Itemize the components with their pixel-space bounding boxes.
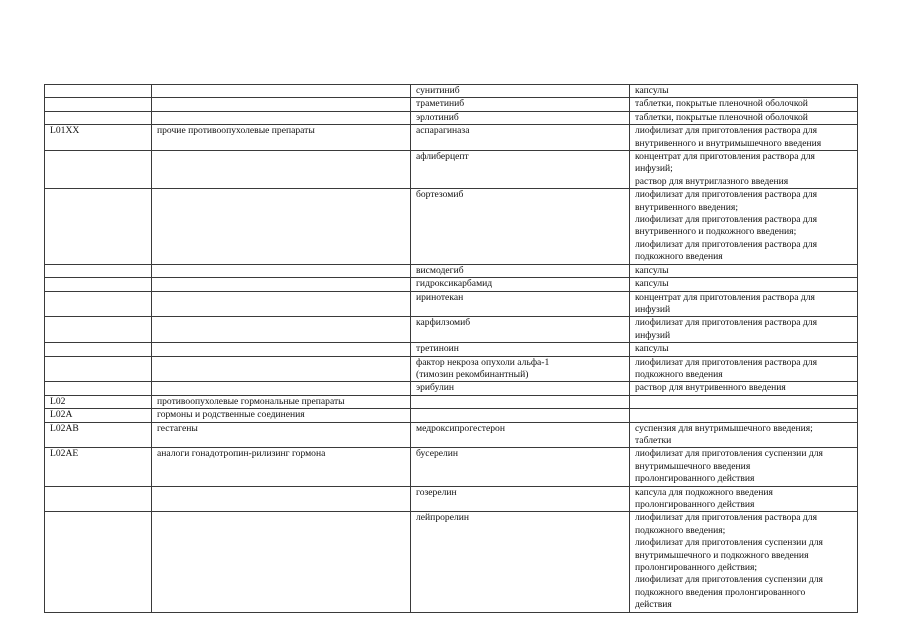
table-row <box>45 343 858 356</box>
drug-name-cell <box>411 395 630 408</box>
dosage-form-cell: капсулы <box>630 85 858 98</box>
table-row <box>45 125 858 151</box>
dosage-form-cell: лиофилизат для приготовления раствора для подкожного введения; лиофилизат для приготовления суспензии для внутримышечного и подкожного введения пролонгированного действия; лиофилизат для приготовления суспензии для подкожного введения пролонгированного действия <box>630 512 858 612</box>
anatomic-group-cell <box>152 98 411 111</box>
dosage-form-cell: капсулы <box>630 343 858 356</box>
atc-code-cell <box>45 278 152 291</box>
anatomic-group-cell <box>152 151 411 189</box>
table-row <box>45 512 858 612</box>
drug-name-cell: фактор некроза опухоли альфа-1 (тимозин рекомбинантный) <box>411 356 630 382</box>
drug-name-cell: иринотекан <box>411 291 630 317</box>
dosage-form-cell <box>630 409 858 422</box>
drug-name-cell: сунитиниб <box>411 85 630 98</box>
atc-code-cell: L02AB <box>45 422 152 448</box>
drug-name-cell: карфилзомиб <box>411 317 630 343</box>
anatomic-group-cell <box>152 278 411 291</box>
dosage-form-cell: таблетки, покрытые пленочной оболочкой <box>630 98 858 111</box>
anatomic-group-cell <box>152 382 411 395</box>
anatomic-group-cell: гестагены <box>152 422 411 448</box>
atc-code-cell: L02 <box>45 395 152 408</box>
table-row <box>45 291 858 317</box>
drug-name-cell: третиноин <box>411 343 630 356</box>
anatomic-group-cell <box>152 317 411 343</box>
atc-code-cell <box>45 151 152 189</box>
anatomic-group-cell <box>152 189 411 264</box>
dosage-form-cell: таблетки, покрытые пленочной оболочкой <box>630 111 858 124</box>
atc-code-cell <box>45 189 152 264</box>
table-row <box>45 448 858 486</box>
table-row <box>45 189 858 264</box>
dosage-form-cell: капсулы <box>630 278 858 291</box>
dosage-form-cell: раствор для внутривенного введения <box>630 382 858 395</box>
atc-code-cell <box>45 486 152 512</box>
anatomic-group-cell <box>152 264 411 277</box>
drug-name-cell: бусерелин <box>411 448 630 486</box>
drug-name-cell: лейпрорелин <box>411 512 630 612</box>
drug-name-cell: бортезомиб <box>411 189 630 264</box>
dosage-form-cell: лиофилизат для приготовления суспензии для внутримышечного введения пролонгированного действия <box>630 448 858 486</box>
atc-code-cell <box>45 356 152 382</box>
anatomic-group-cell <box>152 356 411 382</box>
anatomic-group-cell: прочие противоопухолевые препараты <box>152 125 411 151</box>
anatomic-group-cell: гормоны и родственные соединения <box>152 409 411 422</box>
drug-name-cell: траметиниб <box>411 98 630 111</box>
anatomic-group-cell: противоопухолевые гормональные препараты <box>152 395 411 408</box>
anatomic-group-cell <box>152 343 411 356</box>
atc-code-cell: L02AE <box>45 448 152 486</box>
atc-code-cell: L01XX <box>45 125 152 151</box>
dosage-form-cell: капсула для подкожного введения пролонгированного действия <box>630 486 858 512</box>
table-row <box>45 151 858 189</box>
dosage-form-cell: лиофилизат для приготовления раствора для внутривенного введения; лиофилизат для приготовления раствора для внутривенного и подкожного введения; лиофилизат для приготовления раствора для подкожного введения <box>630 189 858 264</box>
table-row <box>45 382 858 395</box>
atc-code-cell <box>45 512 152 612</box>
dosage-form-cell: лиофилизат для приготовления раствора для инфузий <box>630 317 858 343</box>
atc-code-cell <box>45 382 152 395</box>
table-row <box>45 486 858 512</box>
drug-list-table <box>44 84 858 613</box>
table-row <box>45 409 858 422</box>
table-row <box>45 422 858 448</box>
drug-name-cell: висмодегиб <box>411 264 630 277</box>
atc-code-cell: L02A <box>45 409 152 422</box>
table-row <box>45 98 858 111</box>
table-body <box>45 85 858 613</box>
dosage-form-cell: суспензия для внутримышечного введения; таблетки <box>630 422 858 448</box>
anatomic-group-cell <box>152 85 411 98</box>
table-row <box>45 395 858 408</box>
anatomic-group-cell <box>152 486 411 512</box>
atc-code-cell <box>45 264 152 277</box>
atc-code-cell <box>45 98 152 111</box>
table-row <box>45 264 858 277</box>
dosage-form-cell <box>630 395 858 408</box>
anatomic-group-cell <box>152 291 411 317</box>
anatomic-group-cell <box>152 111 411 124</box>
table-row <box>45 278 858 291</box>
atc-code-cell <box>45 111 152 124</box>
dosage-form-cell: концентрат для приготовления раствора для инфузий; раствор для внутриглазного введения <box>630 151 858 189</box>
atc-code-cell <box>45 317 152 343</box>
dosage-form-cell: лиофилизат для приготовления раствора для подкожного введения <box>630 356 858 382</box>
drug-name-cell: медроксипрогестерон <box>411 422 630 448</box>
table-row <box>45 111 858 124</box>
anatomic-group-cell: аналоги гонадотропин-рилизинг гормона <box>152 448 411 486</box>
atc-code-cell <box>45 343 152 356</box>
drug-name-cell: аспарагиназа <box>411 125 630 151</box>
dosage-form-cell: лиофилизат для приготовления раствора для внутривенного и внутримышечного введения <box>630 125 858 151</box>
dosage-form-cell: концентрат для приготовления раствора для инфузий <box>630 291 858 317</box>
table-row <box>45 317 858 343</box>
drug-name-cell <box>411 409 630 422</box>
drug-name-cell: афлиберцепт <box>411 151 630 189</box>
drug-name-cell: гидроксикарбамид <box>411 278 630 291</box>
table-row <box>45 356 858 382</box>
anatomic-group-cell <box>152 512 411 612</box>
drug-name-cell: гозерелин <box>411 486 630 512</box>
atc-code-cell <box>45 85 152 98</box>
drug-name-cell: эрибулин <box>411 382 630 395</box>
table-row <box>45 85 858 98</box>
drug-name-cell: эрлотиниб <box>411 111 630 124</box>
atc-code-cell <box>45 291 152 317</box>
dosage-form-cell: капсулы <box>630 264 858 277</box>
